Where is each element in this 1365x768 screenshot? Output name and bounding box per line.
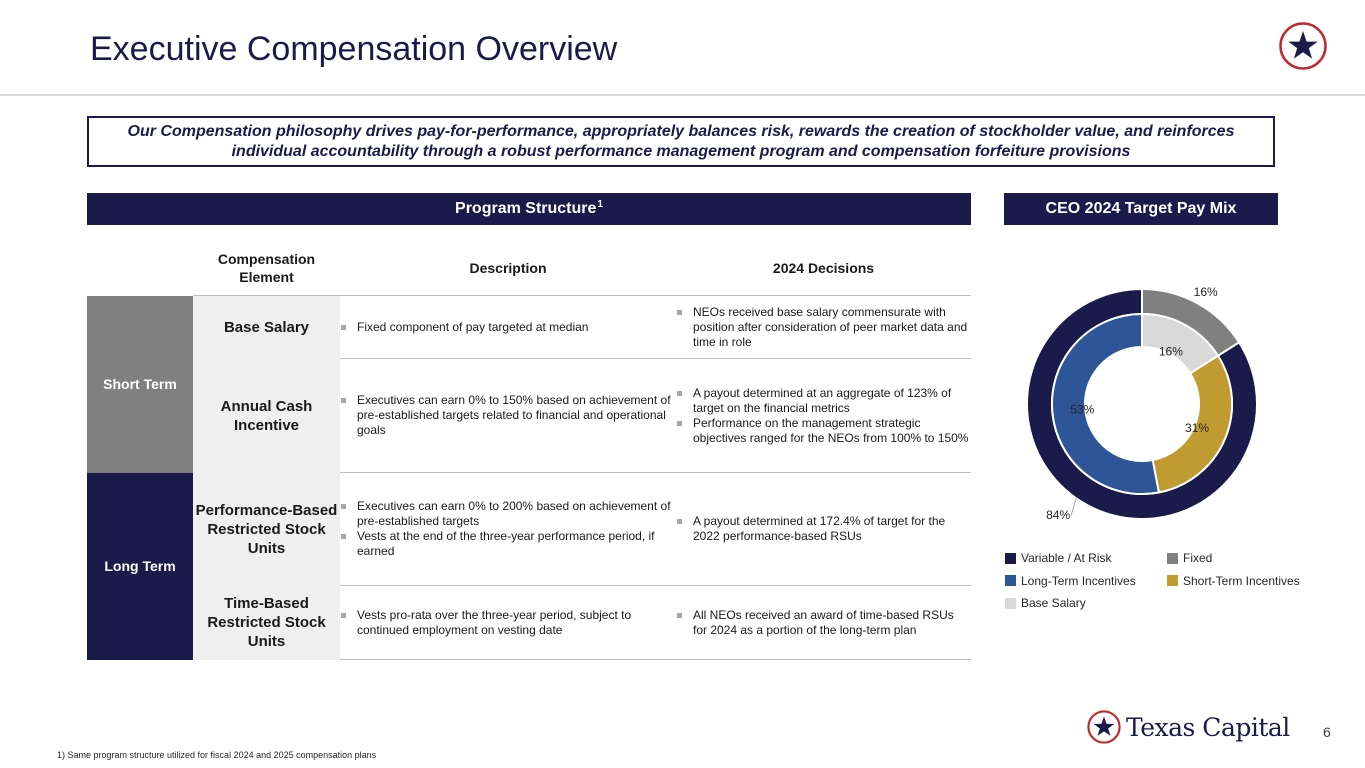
short-term-label: Short Term [87, 296, 193, 473]
table-row [87, 473, 971, 586]
decision-cell [676, 359, 971, 473]
description-cell [340, 359, 676, 473]
bullet-item: Executives can earn 0% to 200% based on achievement of pre-established targets [340, 499, 676, 529]
decision-cell [676, 586, 971, 660]
bullet-item: All NEOs received an award of time-based RSUs for 2024 as a portion of the long-term plan [676, 608, 971, 638]
bullet-item: Vests at the end of the three-year performance period, if earned [340, 529, 676, 559]
data-label: 53% [1070, 402, 1095, 417]
element-cell: Annual Cash Incentive [193, 359, 340, 473]
legend-swatch [1005, 553, 1016, 564]
data-label: 84% [1046, 508, 1071, 523]
legend-item-fixed [1167, 551, 1329, 565]
description-column-header: Description [340, 240, 676, 296]
legend-swatch [1005, 598, 1016, 609]
table-header-row [87, 240, 971, 296]
description-cell [340, 473, 676, 586]
element-cell: Time-Based Restricted Stock Units [193, 586, 340, 660]
bullet-item: A payout determined at an aggregate of 123% of target on the financial metrics [676, 386, 971, 416]
leader-line [1071, 498, 1076, 515]
bullet-item: Executives can earn 0% to 150% based on achievement of pre-established targets related to financial and operational goals [340, 393, 676, 438]
pay-mix-header [1004, 193, 1278, 225]
long-term-label: Long Term [87, 473, 193, 660]
title-divider [0, 94, 1365, 96]
footnote-marker: 1 [597, 198, 603, 210]
element-cell: Base Salary [193, 296, 340, 359]
table-row [87, 359, 971, 473]
table-row [87, 586, 971, 660]
legend-swatch [1005, 575, 1016, 586]
legend-item-variable [1005, 551, 1167, 565]
element-cell: Performance-Based Restricted Stock Units [193, 473, 340, 586]
chart-legend [1005, 547, 1329, 615]
legend-swatch [1167, 553, 1178, 564]
data-label: 16% [1158, 344, 1183, 359]
decisions-column-header: 2024 Decisions [676, 240, 971, 296]
bullet-item: A payout determined at 172.4% of target for the 2022 performance-based RSUs [676, 514, 971, 544]
legend-label: Base Salary [1021, 596, 1086, 611]
star-logo-icon [1087, 710, 1121, 744]
page-title: Executive Compensation Overview [90, 30, 618, 68]
program-structure-table [87, 240, 971, 660]
bullet-item: NEOs received base salary commensurate with position after consideration of peer market data and time in role [676, 305, 971, 350]
legend-item-base-salary [1005, 596, 1167, 610]
term-column-header [87, 240, 193, 296]
pay-mix-donut-chart [1000, 280, 1280, 530]
legend-label: Short-Term Incentives [1183, 573, 1300, 588]
star-logo-icon [1279, 22, 1327, 70]
company-logo [1087, 710, 1290, 744]
decision-cell [676, 473, 971, 586]
bullet-item: Fixed component of pay targeted at median [340, 320, 676, 335]
program-structure-header [87, 193, 971, 225]
legend-label: Long-Term Incentives [1021, 573, 1136, 588]
description-cell [340, 296, 676, 359]
legend-swatch [1167, 575, 1178, 586]
bullet-item: Vests pro-rata over the three-year period, subject to continued employment on vesting date [340, 608, 676, 638]
legend-item-long-term [1005, 574, 1167, 588]
table-row [87, 296, 971, 359]
data-label: 31% [1185, 420, 1210, 435]
pay-mix-label: CEO 2024 Target Pay Mix [1045, 200, 1237, 217]
legend-label: Variable / At Risk [1021, 551, 1112, 566]
program-structure-label: Program Structure [455, 200, 597, 217]
page-number: 6 [1323, 724, 1331, 740]
description-cell [340, 586, 676, 660]
element-column-header: Compensation Element [193, 240, 340, 296]
philosophy-statement: Our Compensation philosophy drives pay-for-performance, appropriately balances risk, rewards the creation of stockholder value, and reinforces individual accountability through a robust performance management program and compensation forfeiture provisions [87, 116, 1275, 167]
bullet-item: Performance on the management strategic objectives ranged for the NEOs from 100% to 150% [676, 416, 971, 446]
logo-wordmark: Texas Capital [1126, 712, 1290, 742]
legend-label: Fixed [1183, 551, 1213, 566]
legend-item-short-term [1167, 574, 1329, 588]
footnote: 1) Same program structure utilized for fiscal 2024 and 2025 compensation plans [57, 750, 377, 760]
data-label: 16% [1193, 284, 1218, 299]
decision-cell [676, 296, 971, 359]
